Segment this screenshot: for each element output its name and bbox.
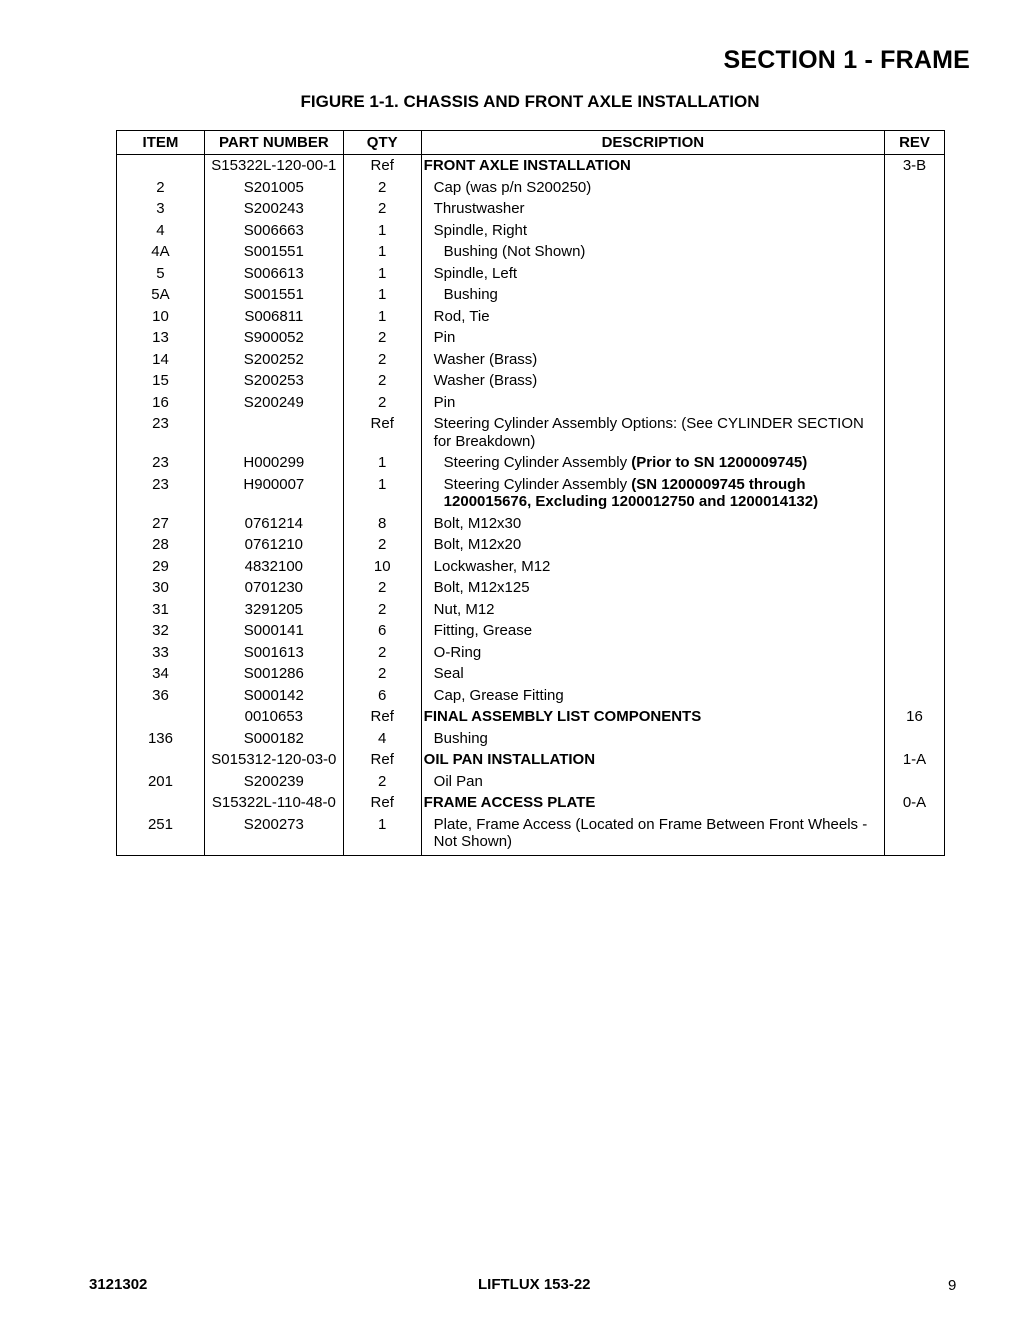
qty-cell: 8: [343, 513, 421, 535]
rev-cell: [885, 370, 945, 392]
qty-cell: 2: [343, 198, 421, 220]
item-cell: 30: [117, 577, 205, 599]
description-text: Oil Pan: [433, 772, 483, 790]
description-text: Steering Cylinder Assembly: [443, 475, 632, 493]
table-row: [117, 155, 945, 177]
description-cell: [421, 177, 884, 199]
part-number-cell: S000141: [204, 620, 343, 642]
rev-cell: [885, 177, 945, 199]
table-row: [117, 663, 945, 685]
item-cell: [117, 706, 205, 728]
qty-cell: 1: [343, 284, 421, 306]
item-cell: 2: [117, 177, 205, 199]
item-cell: 23: [117, 474, 205, 513]
qty-cell: 1: [343, 452, 421, 474]
parts-table: [116, 130, 945, 856]
part-number-cell: S200249: [204, 392, 343, 414]
column-header-qty: QTY: [343, 131, 421, 155]
rev-cell: [885, 413, 945, 452]
table-row: [117, 392, 945, 414]
table-row: [117, 198, 945, 220]
part-number-cell: H900007: [204, 474, 343, 513]
item-cell: 4: [117, 220, 205, 242]
rev-cell: [885, 663, 945, 685]
table-row: [117, 370, 945, 392]
item-cell: 15: [117, 370, 205, 392]
description-serial-note: (Prior to SN 1200009745): [631, 454, 808, 471]
figure-title: FIGURE 1-1. CHASSIS AND FRONT AXLE INSTALLATION: [300, 92, 760, 111]
qty-cell: 2: [343, 392, 421, 414]
description-cell: [421, 198, 884, 220]
description-text: Steering Cylinder Assembly Options: (See CYLINDER SECTION for Breakdown): [433, 415, 864, 450]
table-row: [117, 620, 945, 642]
qty-cell: 2: [343, 771, 421, 793]
table-row: [117, 599, 945, 621]
description-cell: [421, 474, 884, 513]
qty-cell: 2: [343, 349, 421, 371]
description-cell: [421, 155, 884, 177]
item-cell: 34: [117, 663, 205, 685]
part-number-cell: 0701230: [204, 577, 343, 599]
description-cell: [421, 599, 884, 621]
item-cell: 28: [117, 534, 205, 556]
description-cell: [421, 370, 884, 392]
qty-cell: Ref: [343, 792, 421, 814]
description-text: Spindle, Right: [433, 221, 528, 239]
item-cell: 13: [117, 327, 205, 349]
item-cell: 251: [117, 814, 205, 856]
qty-cell: 1: [343, 814, 421, 856]
item-cell: 136: [117, 728, 205, 750]
qty-cell: 4: [343, 728, 421, 750]
description-text: Bushing (Not Shown): [443, 243, 586, 260]
table-row: [117, 474, 945, 513]
qty-cell: 2: [343, 177, 421, 199]
description-text: Pin: [433, 393, 456, 411]
rev-cell: [885, 263, 945, 285]
rev-cell: [885, 349, 945, 371]
qty-cell: Ref: [343, 155, 421, 177]
part-number-cell: S200243: [204, 198, 343, 220]
description-cell: [421, 663, 884, 685]
description-cell: [421, 392, 884, 414]
rev-cell: [885, 685, 945, 707]
table-row: [117, 771, 945, 793]
rev-cell: [885, 599, 945, 621]
item-cell: 4A: [117, 241, 205, 263]
description-text: Cap, Grease Fitting: [433, 686, 564, 704]
qty-cell: 2: [343, 642, 421, 664]
part-number-cell: S001551: [204, 284, 343, 306]
description-cell: [421, 452, 884, 474]
item-cell: 16: [117, 392, 205, 414]
part-number-cell: S006613: [204, 263, 343, 285]
part-number-cell: S201005: [204, 177, 343, 199]
qty-cell: 1: [343, 241, 421, 263]
part-number-cell: S001613: [204, 642, 343, 664]
qty-cell: Ref: [343, 706, 421, 728]
description-text: OIL PAN INSTALLATION: [423, 751, 596, 768]
rev-cell: [885, 577, 945, 599]
description-cell: [421, 642, 884, 664]
item-cell: 201: [117, 771, 205, 793]
description-text: FRONT AXLE INSTALLATION: [423, 157, 631, 174]
qty-cell: 1: [343, 263, 421, 285]
qty-cell: 1: [343, 474, 421, 513]
rev-cell: [885, 556, 945, 578]
table-row: [117, 413, 945, 452]
part-number-cell: S001286: [204, 663, 343, 685]
description-text: FINAL ASSEMBLY LIST COMPONENTS: [423, 708, 702, 725]
description-text: Seal: [433, 665, 464, 682]
footer-doc-number: 3121302: [89, 1276, 148, 1293]
table-row: [117, 706, 945, 728]
description-cell: [421, 413, 884, 452]
description-text: Rod, Tie: [433, 307, 490, 325]
column-header-item: ITEM: [117, 131, 205, 155]
part-number-cell: [204, 413, 343, 452]
part-number-cell: 4832100: [204, 556, 343, 578]
part-number-cell: H000299: [204, 452, 343, 474]
qty-cell: 2: [343, 599, 421, 621]
column-header-part-number: PART NUMBER: [204, 131, 343, 155]
footer-model: LIFTLUX 153-22: [478, 1276, 591, 1293]
rev-cell: [885, 642, 945, 664]
table-row: [117, 577, 945, 599]
rev-cell: [885, 452, 945, 474]
column-header-description: DESCRIPTION: [421, 131, 884, 155]
description-cell: [421, 241, 884, 263]
table-row: [117, 642, 945, 664]
table-row: [117, 749, 945, 771]
parts-table-body: [117, 155, 945, 856]
description-cell: [421, 620, 884, 642]
item-cell: 32: [117, 620, 205, 642]
item-cell: 10: [117, 306, 205, 328]
part-number-cell: S000182: [204, 728, 343, 750]
description-text: Bushing: [443, 286, 498, 303]
qty-cell: 1: [343, 306, 421, 328]
item-cell: 23: [117, 452, 205, 474]
qty-cell: Ref: [343, 749, 421, 771]
table-row: [117, 814, 945, 856]
description-cell: [421, 220, 884, 242]
description-text: Nut, M12: [433, 600, 495, 618]
table-row: [117, 728, 945, 750]
part-number-cell: S200252: [204, 349, 343, 371]
part-number-cell: S15322L-110-48-0: [204, 792, 343, 814]
description-text: Steering Cylinder Assembly: [443, 454, 632, 471]
rev-cell: [885, 306, 945, 328]
table-row: [117, 792, 945, 814]
description-serial-note: (SN 1200009745 through 1200015676, Excluding 1200012750 and 1200014132): [443, 475, 819, 510]
table-row: [117, 327, 945, 349]
rev-cell: [885, 534, 945, 556]
rev-cell: 3-B: [885, 155, 945, 177]
table-row: [117, 685, 945, 707]
description-cell: [421, 792, 884, 814]
part-number-cell: 3291205: [204, 599, 343, 621]
description-cell: [421, 728, 884, 750]
part-number-cell: S001551: [204, 241, 343, 263]
part-number-cell: S015312-120-03-0: [204, 749, 343, 771]
description-text: Pin: [433, 329, 456, 346]
part-number-cell: 0010653: [204, 706, 343, 728]
table-row: [117, 452, 945, 474]
description-cell: [421, 706, 884, 728]
column-header-rev: REV: [885, 131, 945, 155]
item-cell: [117, 155, 205, 177]
description-text: Spindle, Left: [433, 264, 518, 282]
description-cell: [421, 771, 884, 793]
table-row: [117, 241, 945, 263]
description-cell: [421, 749, 884, 771]
part-number-cell: S006811: [204, 306, 343, 328]
part-number-cell: S200253: [204, 370, 343, 392]
table-row: [117, 177, 945, 199]
part-number-cell: S000142: [204, 685, 343, 707]
description-text: Plate, Frame Access (Located on Frame Between Front Wheels - Not Shown): [433, 815, 868, 850]
item-cell: 5: [117, 263, 205, 285]
table-row: [117, 263, 945, 285]
description-cell: [421, 556, 884, 578]
description-text: Bolt, M12x30: [433, 514, 522, 532]
rev-cell: [885, 814, 945, 856]
description-text: Fitting, Grease: [433, 622, 533, 639]
qty-cell: 2: [343, 577, 421, 599]
description-cell: [421, 306, 884, 328]
rev-cell: 1-A: [885, 749, 945, 771]
part-number-cell: S15322L-120-00-1: [204, 155, 343, 177]
description-text: Washer (Brass): [433, 372, 538, 389]
description-text: O-Ring: [433, 643, 482, 661]
table-row: [117, 534, 945, 556]
rev-cell: 0-A: [885, 792, 945, 814]
part-number-cell: 0761214: [204, 513, 343, 535]
table-row: [117, 349, 945, 371]
table-header-row: [117, 131, 945, 155]
rev-cell: [885, 327, 945, 349]
rev-cell: [885, 513, 945, 535]
item-cell: 3: [117, 198, 205, 220]
description-cell: [421, 577, 884, 599]
part-number-cell: S200273: [204, 814, 343, 856]
qty-cell: 6: [343, 620, 421, 642]
description-text: Lockwasher, M12: [433, 557, 551, 575]
table-row: [117, 306, 945, 328]
description-cell: [421, 284, 884, 306]
rev-cell: [885, 728, 945, 750]
qty-cell: 1: [343, 220, 421, 242]
item-cell: 31: [117, 599, 205, 621]
item-cell: 29: [117, 556, 205, 578]
qty-cell: 2: [343, 327, 421, 349]
footer-page-number: 9: [948, 1277, 957, 1294]
rev-cell: 16: [885, 706, 945, 728]
description-cell: [421, 513, 884, 535]
section-title: SECTION 1 - FRAME: [723, 46, 970, 74]
rev-cell: [885, 198, 945, 220]
rev-cell: [885, 220, 945, 242]
qty-cell: 10: [343, 556, 421, 578]
item-cell: 14: [117, 349, 205, 371]
item-cell: 27: [117, 513, 205, 535]
table-row: [117, 556, 945, 578]
rev-cell: [885, 620, 945, 642]
item-cell: 36: [117, 685, 205, 707]
qty-cell: Ref: [343, 413, 421, 452]
description-cell: [421, 349, 884, 371]
description-cell: [421, 327, 884, 349]
description-text: Bolt, M12x20: [433, 536, 522, 553]
rev-cell: [885, 284, 945, 306]
part-number-cell: S006663: [204, 220, 343, 242]
qty-cell: 6: [343, 685, 421, 707]
description-text: FRAME ACCESS PLATE: [423, 794, 596, 811]
description-text: Thrustwasher: [433, 200, 525, 217]
description-cell: [421, 534, 884, 556]
part-number-cell: S200239: [204, 771, 343, 793]
qty-cell: 2: [343, 663, 421, 685]
part-number-cell: 0761210: [204, 534, 343, 556]
description-cell: [421, 263, 884, 285]
description-cell: [421, 685, 884, 707]
description-text: Washer (Brass): [433, 350, 538, 368]
qty-cell: 2: [343, 534, 421, 556]
part-number-cell: S900052: [204, 327, 343, 349]
item-cell: [117, 749, 205, 771]
table-row: [117, 284, 945, 306]
table-row: [117, 220, 945, 242]
table-row: [117, 513, 945, 535]
rev-cell: [885, 771, 945, 793]
item-cell: 5A: [117, 284, 205, 306]
item-cell: 33: [117, 642, 205, 664]
item-cell: 23: [117, 413, 205, 452]
rev-cell: [885, 474, 945, 513]
qty-cell: 2: [343, 370, 421, 392]
description-text: Bolt, M12x125: [433, 579, 530, 596]
rev-cell: [885, 241, 945, 263]
rev-cell: [885, 392, 945, 414]
description-text: Bushing: [433, 729, 488, 747]
description-text: Cap (was p/n S200250): [433, 178, 592, 196]
item-cell: [117, 792, 205, 814]
description-cell: [421, 814, 884, 856]
